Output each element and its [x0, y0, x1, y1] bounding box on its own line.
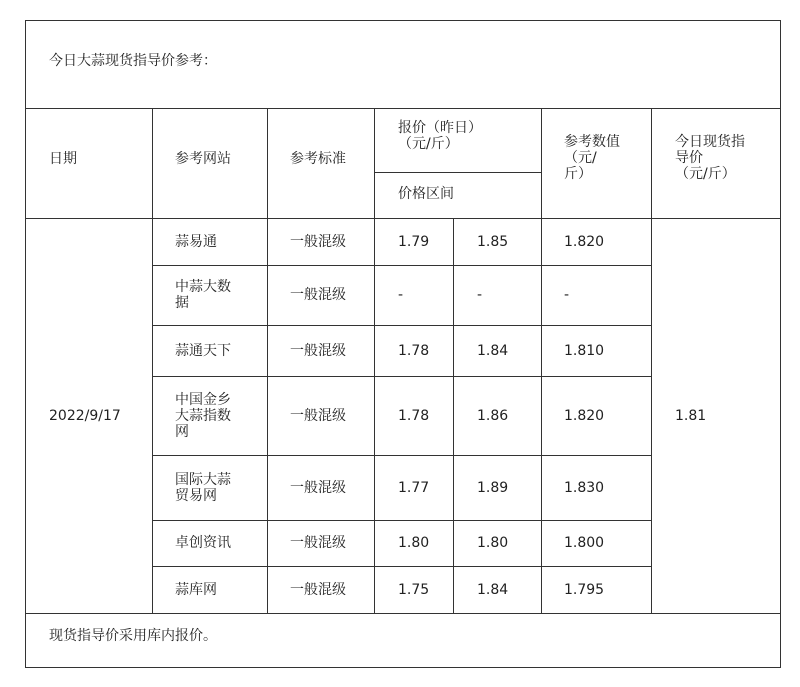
- site-cell: 卓创资讯: [175, 535, 231, 551]
- header-price-range: 价格区间: [398, 186, 454, 202]
- standard-cell: 一般混级: [290, 233, 346, 250]
- price-high-cell: 1.89: [477, 479, 509, 496]
- header-today-price: 今日现货指: [675, 134, 745, 150]
- reference-value-cell: 1.820: [564, 407, 605, 424]
- site-cell: 贸易网: [175, 487, 217, 504]
- reference-value-cell: 1.795: [564, 581, 605, 598]
- header-site: 参考网站: [175, 151, 231, 167]
- today-price-cell: 1.81: [675, 407, 707, 424]
- column-border: [374, 108, 375, 613]
- price-header-divider: [374, 172, 541, 173]
- site-cell: 蒜易通: [175, 233, 217, 250]
- reference-value-cell: -: [564, 287, 570, 303]
- standard-cell: 一般混级: [290, 535, 346, 551]
- price-low-cell: 1.75: [398, 581, 430, 598]
- header-reference-value: 斤）: [564, 166, 592, 182]
- price-high-cell: 1.84: [477, 342, 509, 359]
- column-border: [651, 108, 652, 613]
- column-border: [152, 108, 153, 613]
- header-today-price: 导价: [675, 150, 703, 166]
- header-bottom-border: [25, 218, 781, 219]
- reference-value-cell: 1.810: [564, 342, 605, 359]
- price-high-cell: 1.80: [477, 535, 509, 551]
- reference-value-cell: 1.820: [564, 233, 605, 250]
- standard-cell: 一般混级: [290, 407, 346, 424]
- column-border: [453, 218, 454, 613]
- standard-cell: 一般混级: [290, 342, 346, 359]
- row-border: [152, 520, 651, 521]
- price-high-cell: 1.84: [477, 581, 509, 598]
- document-title: 今日大蒜现货指导价参考：: [49, 53, 217, 69]
- site-cell: 据: [175, 295, 189, 311]
- price-low-cell: 1.78: [398, 407, 430, 424]
- price-low-cell: -: [398, 287, 404, 303]
- site-cell: 中国金乡: [175, 391, 231, 408]
- row-border: [152, 265, 651, 266]
- standard-cell: 一般混级: [290, 581, 346, 598]
- site-cell: 网: [175, 423, 189, 440]
- price-high-cell: 1.85: [477, 233, 509, 250]
- header-reference-value: 参考数值: [564, 134, 620, 150]
- header-price-yesterday: （元/斤）: [398, 136, 459, 152]
- column-border: [541, 108, 542, 613]
- row-border: [152, 325, 651, 326]
- price-low-cell: 1.79: [398, 233, 430, 250]
- standard-cell: 一般混级: [290, 287, 346, 303]
- header-reference-value: （元/: [564, 150, 597, 166]
- header-standard: 参考标准: [290, 151, 346, 167]
- footnote: 现货指导价采用库内报价。: [49, 628, 217, 644]
- row-border: [152, 376, 651, 377]
- header-today-price: （元/斤）: [675, 166, 736, 182]
- site-cell: 中蒜大数: [175, 279, 231, 295]
- standard-cell: 一般混级: [290, 479, 346, 496]
- price-low-cell: 1.78: [398, 342, 430, 359]
- header-price-yesterday: 报价（昨日）: [398, 120, 482, 136]
- reference-value-cell: 1.800: [564, 535, 605, 551]
- reference-value-cell: 1.830: [564, 479, 605, 496]
- date-cell: 2022/9/17: [49, 407, 121, 424]
- site-cell: 蒜库网: [175, 581, 217, 598]
- table-bottom-border: [25, 613, 781, 614]
- price-low-cell: 1.77: [398, 479, 430, 496]
- site-cell: 国际大蒜: [175, 471, 231, 488]
- site-cell: 蒜通天下: [175, 342, 231, 359]
- price-high-cell: -: [477, 287, 483, 303]
- price-high-cell: 1.86: [477, 407, 509, 424]
- header-top-border: [25, 108, 781, 109]
- row-border: [152, 566, 651, 567]
- header-date: 日期: [49, 151, 77, 167]
- column-border: [267, 108, 268, 613]
- row-border: [152, 455, 651, 456]
- site-cell: 大蒜指数: [175, 407, 231, 424]
- price-low-cell: 1.80: [398, 535, 430, 551]
